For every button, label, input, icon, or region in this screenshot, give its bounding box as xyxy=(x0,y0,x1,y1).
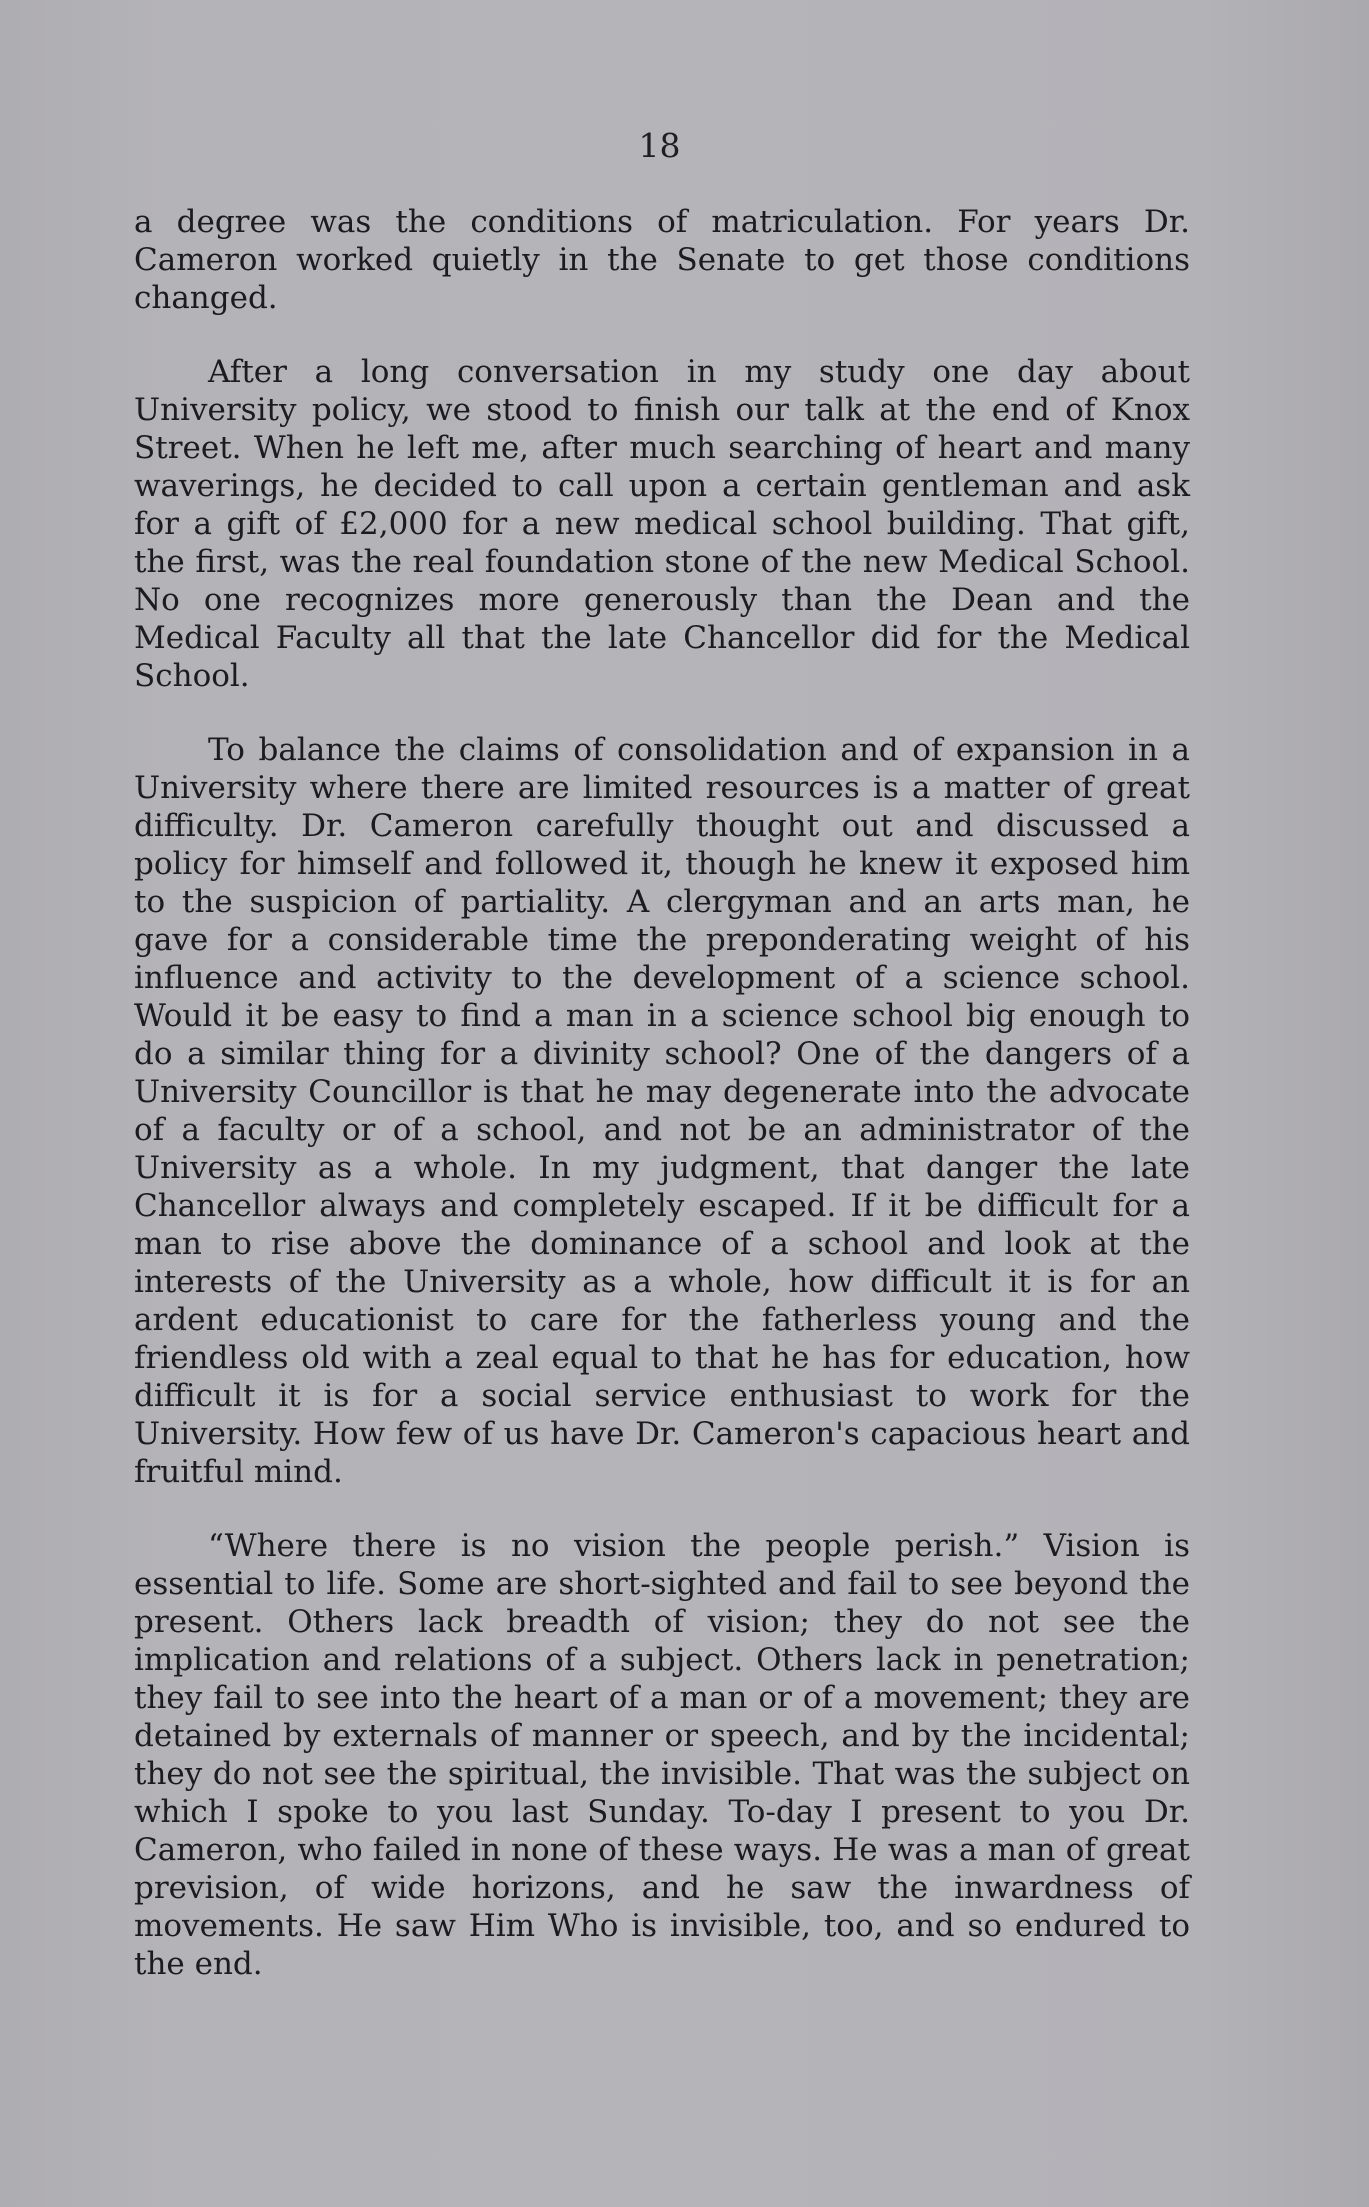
paragraph-2: After a long conversation in my study one day about University policy, we stood to finish our talk at the end of Knox Street. When he left me, after much searching of heart and many waverings, he decided to call upon a certain gentleman and ask for a gift of £2,000 for a new medical school building. That gift, the first, was the real foundation stone of the new Medical School. No one recognizes more generously than the Dean and the Medical Faculty all that the late Chancellor did for the Medical School. xyxy=(134,354,1190,694)
paragraph-1: a degree was the conditions of matriculation. For years Dr. Cameron worked quietly in the Senate to get those conditions changed. xyxy=(134,204,1190,316)
page-number: 18 xyxy=(638,126,681,165)
paragraph-4: “Where there is no vision the people perish.” Vision is essential to life. Some are short-sighted and fail to see beyond the present. Others lack breadth of vision; they do not see the implication and relations of a subject. Others lack in penetration; they fail to see into the heart of a man or of a movement; they are detained by externals of manner or speech, and by the incidental; they do not see the spiritual, the invisible. That was the subject on which I spoke to you last Sunday. To-day I present to you Dr. Cameron, who failed in none of these ways. He was a man of great prevision, of wide horizons, and he saw the inwardness of movements. He saw Him Who is invisible, too, and so endured to the end. xyxy=(134,1528,1190,1982)
paragraph-3: To balance the claims of consolidation and of expansion in a University where there are limited resources is a matter of great difficulty. Dr. Cameron carefully thought out and discussed a policy for himself and followed it, though he knew it exposed him to the suspicion of partiality. A clergyman and an arts man, he gave for a considerable time the preponderating weight of his influence and activity to the development of a science school. Would it be easy to find a man in a science school big enough to do a similar thing for a divinity school? One of the dangers of a University Councillor is that he may degenerate into the advocate of a faculty or of a school, and not be an administrator of the University as a whole. In my judgment, that danger the late Chancellor always and completely escaped. If it be difficult for a man to rise above the dominance of a school and look at the interests of the University as a whole, how difficult it is for an ardent educationist to care for the fatherless young and the friendless old with a zeal equal to that he has for education, how difficult it is for a social service enthusiast to work for the University. How few of us have Dr. Cameron's capacious heart and fruitful mind. xyxy=(134,732,1190,1490)
body-text xyxy=(134,203,1190,2019)
